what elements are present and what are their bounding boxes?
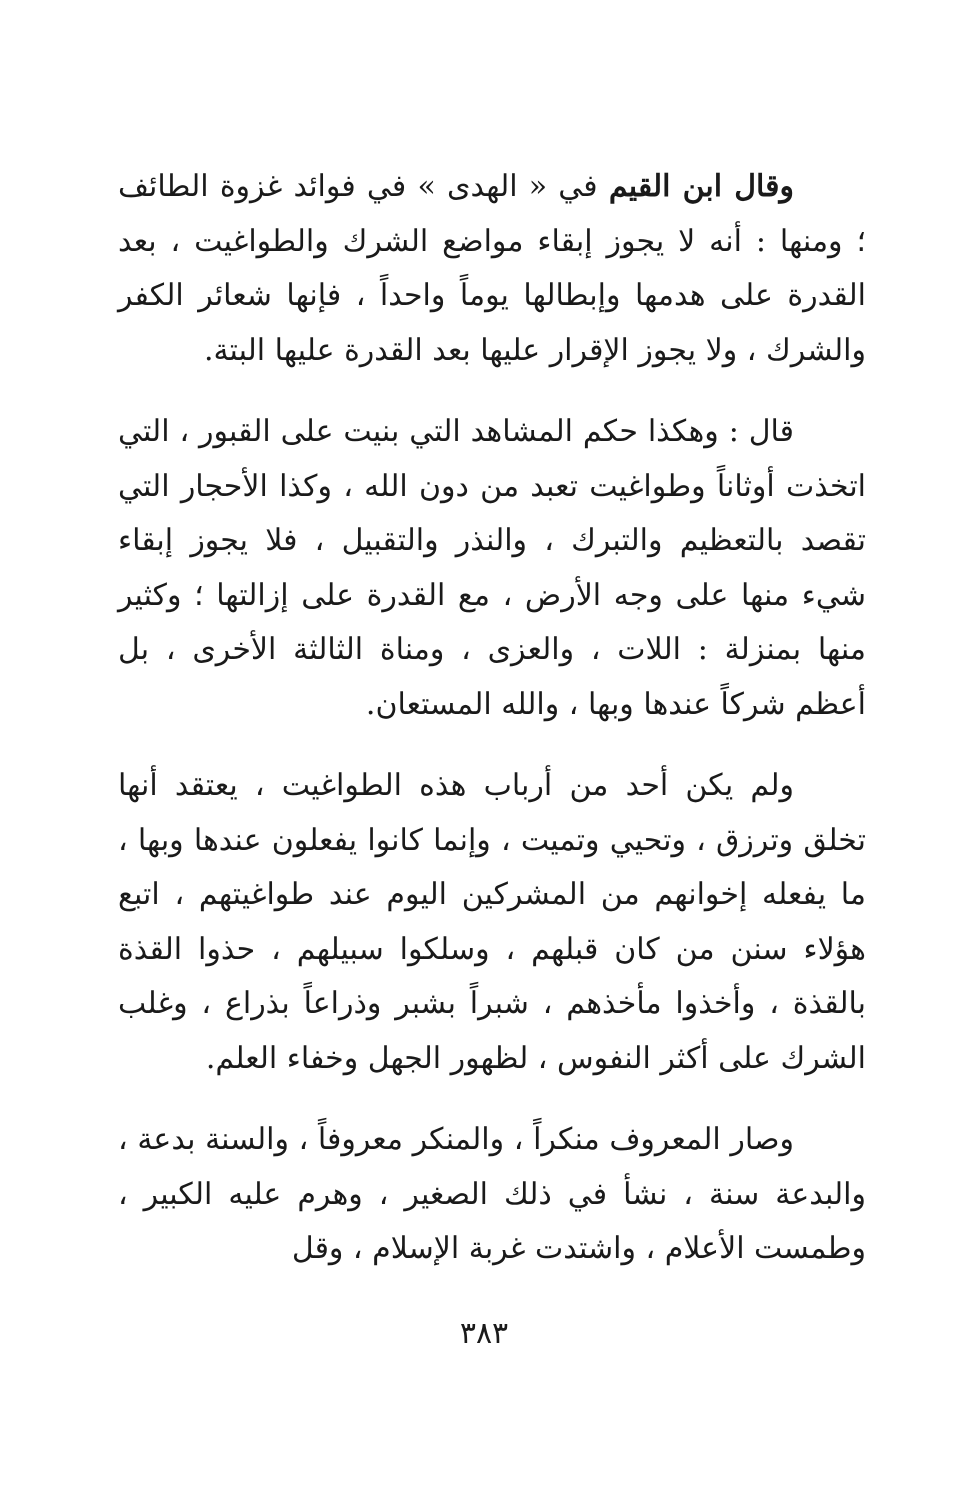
paragraph-4: وصار المعروف منكراً ، والمنكر معروفاً ، والسنة بدعة ، والبدعة سنة ، نشأ في ذلك الصغير ، وهرم عليه الكبير ، وطمست الأعلام ، واشتدت غربة الإسلام ، وقل xyxy=(118,1122,866,1266)
paragraph-3: ولم يكن أحد من أرباب هذه الطواغيت ، يعتقد أنها تخلق وترزق ، وتحيي وتميت ، وإنما كانوا يفعلون عندها وبها ، ما يفعله إخوانهم من المشركين اليوم عند طواغيتهم ، اتبع هؤلاء سنن من كان قبلهم ، وسلكوا سبيلهم ، حذوا القذة بالقذة ، وأخذوا مأخذهم ، شبراً بشبر وذراعاً بذراع ، وغلب الشرك على أكثر النفوس ، لظهور الجهل وخفاء العلم. xyxy=(118,768,866,1076)
paragraph-1-text: في « الهدى » في فوائد غزوة الطائف ؛ ومنها : أنه لا يجوز إبقاء مواضع الشرك والطواغيت ، بعد القدرة على هدمها وإبطالها يوماً واحداً ، فإنها شعائر الكفر والشرك ، ولا يجوز الإقرار عليها بعد القدرة عليها البتة. xyxy=(118,169,866,368)
paragraph-2: قال : وهكذا حكم المشاهد التي بنيت على القبور ، التي اتخذت أوثاناً وطواغيت تعبد من دون الله ، وكذا الأحجار التي تقصد بالتعظيم والتبرك ، والنذر والتقبيل ، فلا يجوز إبقاء شيء منها على وجه الأرض ، مع القدرة على إزالتها ؛ وكثير منها بمنزلة : اللات ، والعزى ، ومناة الثالثة الأخرى ، بل أعظم شركاً عندها وبها ، والله المستعان. xyxy=(118,414,866,722)
page-number: ٣٨٣ xyxy=(459,1316,509,1351)
paragraph-1 xyxy=(118,160,866,378)
paragraph-1-lead: وقال ابن القيم xyxy=(608,169,794,204)
body-text xyxy=(118,160,866,1277)
